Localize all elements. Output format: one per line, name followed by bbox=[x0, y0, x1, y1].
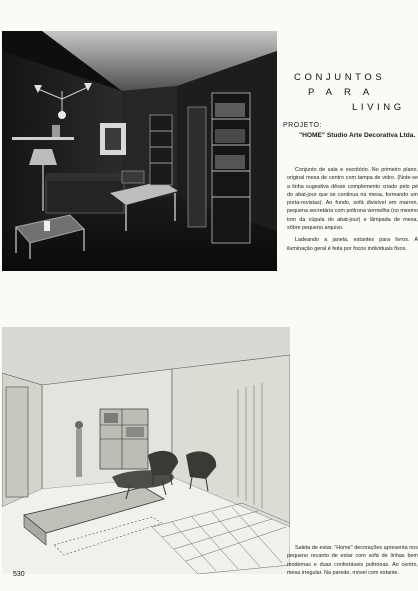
project-label: PROJETO: bbox=[283, 122, 322, 129]
title-line-3: LIVING bbox=[352, 102, 405, 113]
caption-top-paragraph-1: Conjunto de sala e escritório. No primeiro plano, original mesa de centro com tampa de vidro. (Note-se a linha sugestiva dêsse complemento criado pelo pé do abat-jour que se continua na mesa, formando um porta-revistas). Ao fundo, sofá divisível em marron, pequena secretária com poltrona vermelha (no mesmo tom da cúpula do abat-jour) e lâmpada de mesa, sôbre pequeno arquivo. bbox=[287, 167, 418, 232]
title-line-1: CONJUNTOS bbox=[294, 72, 386, 83]
caption-bottom bbox=[287, 544, 418, 584]
studio-name: "HOME" Studio Arte Decorativa Ltda. bbox=[299, 132, 416, 139]
caption-top bbox=[287, 166, 418, 266]
article-title bbox=[294, 70, 418, 115]
caption-bottom-paragraph-1: Saleta de estar. "Home" decorações apresenta nos pequeno recanto de estar com sofá de linhas bem modernas e duas confortáveis poltronas. Ao centro, mesa irregular. Na parede, móvel com estante. bbox=[287, 545, 418, 576]
project-credit bbox=[283, 121, 418, 141]
title-line-2: PARA bbox=[308, 87, 382, 98]
living-room-photo bbox=[2, 31, 277, 271]
page-number: 530 bbox=[13, 571, 25, 578]
caption-top-paragraph-2: Ladeando a janela, estantes para livros. A iluminação geral é feita por focos individuais fixos. bbox=[287, 237, 418, 252]
sitting-room-sketch bbox=[2, 327, 290, 574]
